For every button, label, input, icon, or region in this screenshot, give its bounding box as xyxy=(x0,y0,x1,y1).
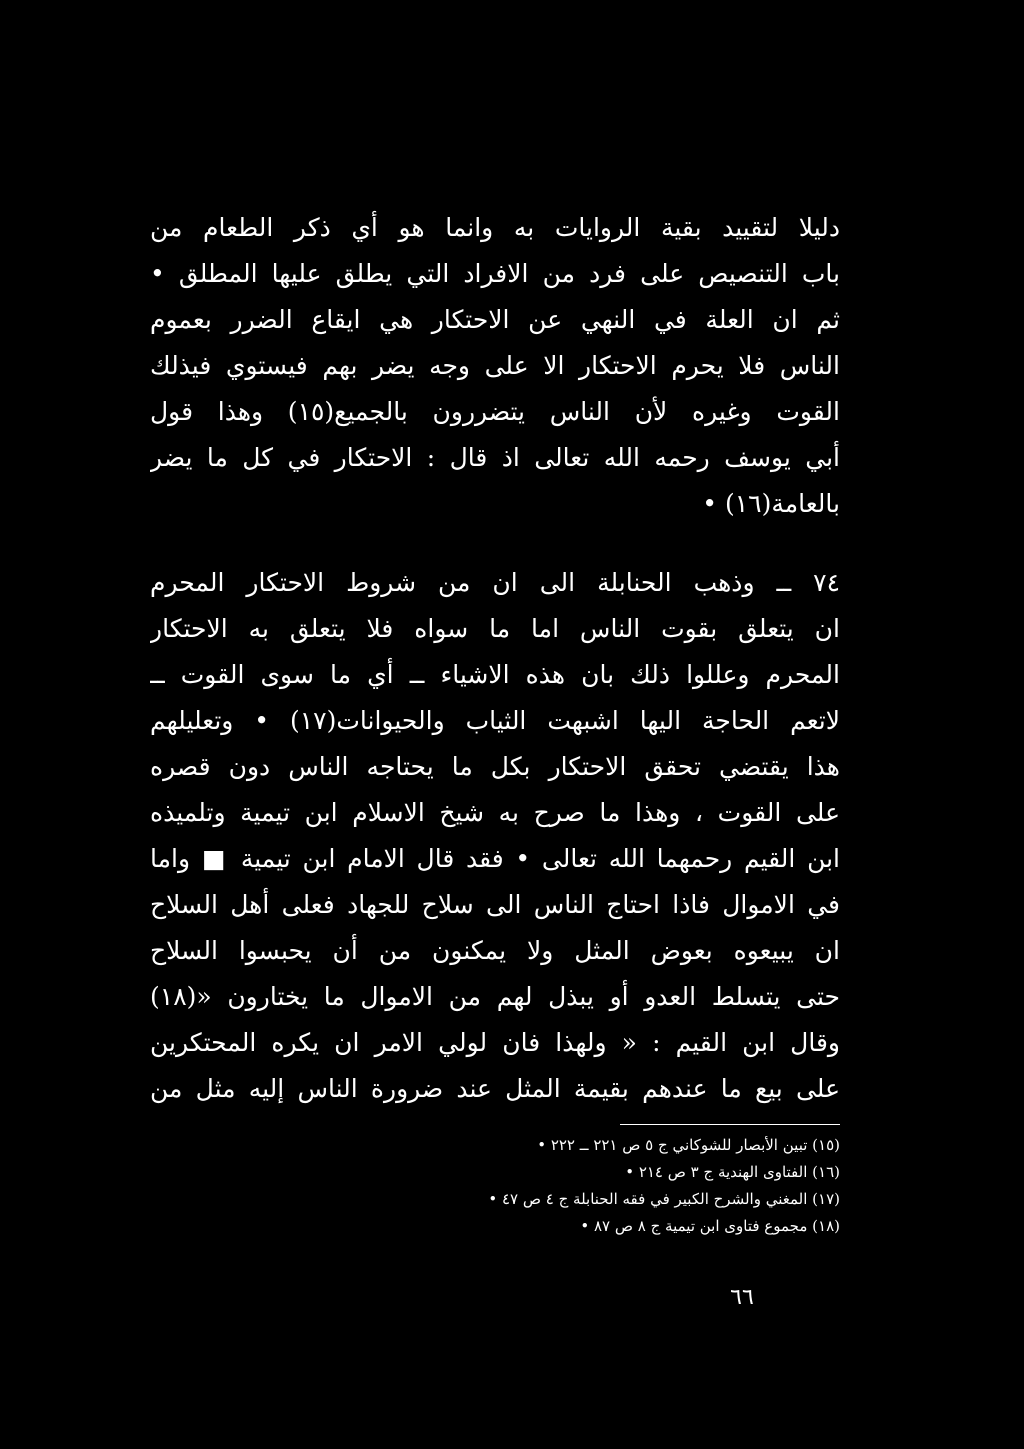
text-line: حتى يتسلط العدو أو يبذل لهم من الاموال ما يختارون «(١٨) xyxy=(150,982,840,1011)
footnotes xyxy=(400,1132,840,1240)
text-line: بالعامة(١٦) • xyxy=(702,489,840,518)
text-line: المحرم وعللوا ذلك بان هذه الاشياء ــ أي ما سوى القوت ــ xyxy=(150,660,840,689)
text-line: ان يبيعوه بعوض المثل ولا يمكنون من أن يحبسوا السلاح xyxy=(150,936,840,965)
text-line: وقال ابن القيم : « ولهذا فان لولي الامر ان يكره المحتكرين xyxy=(150,1028,840,1057)
text-line: ثم ان العلة في النهي عن الاحتكار هي ايقاع الضرر بعموم xyxy=(150,305,840,334)
text-line: هذا يقتضي تحقق الاحتكار بكل ما يحتاجه الناس دون قصره xyxy=(150,752,840,781)
footnote: (١٧) المغني والشرح الكبير في فقه الحنابلة ج ٤ ص ٤٧ • xyxy=(488,1190,840,1208)
text-line: دليلا لتقييد بقية الروايات به وانما هو أي ذكر الطعام من xyxy=(150,213,840,242)
footnote: (١٨) مجموع فتاوى ابن تيمية ج ٨ ص ٨٧ • xyxy=(580,1217,840,1235)
text-line: ان يتعلق بقوت الناس اما ما سواه فلا يتعلق به الاحتكار xyxy=(150,614,840,643)
text-line: الناس فلا يحرم الاحتكار الا على وجه يضر بهم فيستوي فيذلك xyxy=(150,351,840,380)
footnote: (١٦) الفتاوى الهندية ج ٣ ص ٢١٤ • xyxy=(625,1163,840,1181)
page-number: ٦٦ xyxy=(730,1285,754,1310)
text-line: باب التنصيص على فرد من الافراد التي يطلق عليها المطلق • xyxy=(150,259,840,288)
text-line: على القوت ، وهذا ما صرح به شيخ الاسلام ابن تيمية وتلميذه xyxy=(150,798,840,827)
footnote-separator xyxy=(620,1124,840,1125)
text-line: أبي يوسف رحمه الله تعالى اذ قال : الاحتكار في كل ما يضر xyxy=(150,443,840,472)
paragraph-1 xyxy=(150,205,840,527)
paragraph-2 xyxy=(150,560,840,1112)
text-line: ابن القيم رحمهما الله تعالى • فقد قال الامام ابن تيمية ■ واما xyxy=(150,844,840,873)
text-line: على بيع ما عندهم بقيمة المثل عند ضرورة الناس إليه مثل من xyxy=(150,1074,840,1103)
footnote: (١٥) تبين الأبصار للشوكاني ج ٥ ص ٢٢١ ــ ٢٢٢ • xyxy=(537,1136,840,1154)
text-line: القوت وغيره لأن الناس يتضررون بالجميع(١٥) وهذا قول xyxy=(150,397,840,426)
text-line: ٧٤ ــ وذهب الحنابلة الى ان من شروط الاحتكار المحرم xyxy=(150,568,840,597)
text-line: لاتعم الحاجة اليها اشبهت الثياب والحيوانات(١٧) • وتعليلهم xyxy=(150,706,840,735)
text-line: في الاموال فاذا احتاج الناس الى سلاح للجهاد فعلى أهل السلاح xyxy=(150,890,840,919)
